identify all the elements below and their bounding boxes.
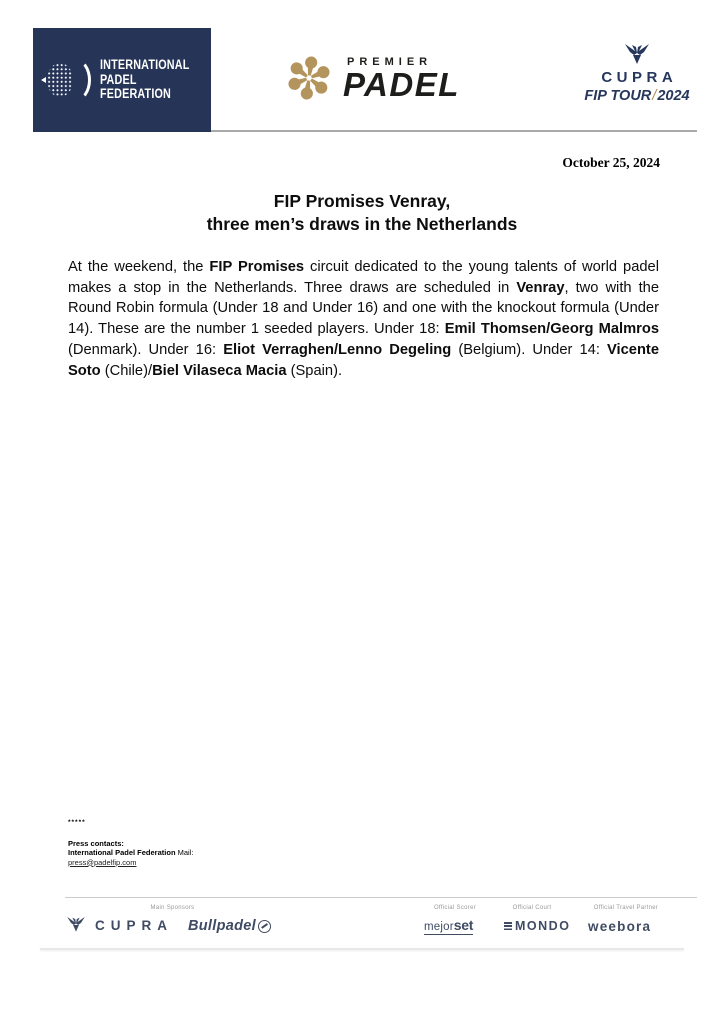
- sponsor-bullpadel-logo: [188, 918, 271, 934]
- fip-tour-label: [570, 88, 704, 104]
- cupra-bull-small-icon: [65, 915, 87, 935]
- mondo-wordmark: MONDO: [515, 919, 571, 933]
- header-divider: [211, 130, 697, 132]
- ipf-arc-shape: [59, 58, 91, 102]
- cupra-wordmark: CUPRA: [601, 69, 678, 86]
- premier-padel-wordmark: [343, 56, 460, 101]
- page-title-line1: FIP Promises Venray,: [273, 191, 451, 211]
- ipf-logo-line3: FEDERATION: [100, 86, 171, 102]
- ipf-logo-line2: PADEL: [100, 71, 137, 87]
- bullpadel-wordmark: Bullpadel: [188, 918, 256, 934]
- premier-label: PREMIER: [347, 55, 433, 68]
- press-contacts-block: [68, 818, 193, 867]
- sponsor-mejorset-logo: [424, 917, 473, 935]
- mejorset-word1: mejor: [424, 921, 454, 933]
- fip-tour-slash: /: [652, 88, 657, 104]
- bullpadel-racket-icon: [258, 920, 271, 933]
- cupra-fip-tour-logo: [570, 42, 704, 104]
- padel-label: PADEL: [343, 65, 460, 103]
- fip-tour-year: 2024: [657, 88, 690, 104]
- page-bottom-edge: [40, 948, 684, 950]
- premier-padel-flower-icon: [283, 50, 335, 106]
- ipf-arrow-shape: [41, 77, 46, 83]
- cupra-bull-icon: [570, 42, 704, 68]
- mejorset-word2: set: [453, 917, 474, 933]
- press-org-line: [68, 848, 193, 858]
- body-paragraph: At the weekend, the FIP Promises circuit dedicated to the young talents of world padel makes a stop in the Netherlands. Three draws are scheduled in Venray, two with the Round Robin formula (Under 18 and Under 16) and one with the knockout formula (Under 14). These are the number 1 seeded players. Under 18: Emil Thomsen/Georg Malmros (Denmark). Under 16: Eliot Verraghen/Lenno Degeling (Belgium). Under 14: Vicente Soto (Chile)/Biel Vilaseca Macia (Spain).: [68, 259, 659, 379]
- fip-tour-text: FIP TOUR: [584, 88, 652, 104]
- ipf-logo-line1: INTERNATIONAL: [100, 57, 190, 73]
- sponsor-weebora-logo: [588, 919, 651, 934]
- ipf-logo: [33, 28, 211, 132]
- press-contacts-heading: Press contacts:: [68, 838, 124, 848]
- sponsor-label-court: Official Court: [512, 905, 552, 911]
- press-email-link[interactable]: press@padelfip.com: [68, 857, 137, 867]
- separator-asterisks: *****: [68, 819, 86, 826]
- footer-divider: [65, 897, 697, 898]
- sponsor-cupra-wordmark: CUPRA: [95, 917, 174, 933]
- press-mail-label: Mail:: [175, 848, 194, 857]
- ipf-globe-icon: [43, 57, 93, 103]
- page-title-line2: three men’s draws in the Netherlands: [206, 214, 518, 234]
- weebora-wordmark: weebora: [588, 919, 652, 934]
- premier-padel-logo: [283, 50, 460, 106]
- ipf-logo-text: [100, 58, 189, 102]
- sponsor-label-main: Main Sponsors: [150, 905, 195, 911]
- page-title: [0, 190, 724, 236]
- mondo-bars-icon: [504, 922, 512, 930]
- sponsor-label-scorer: Official Scorer: [433, 905, 477, 911]
- press-email-line: [68, 858, 193, 868]
- sponsor-mondo-logo: [504, 919, 570, 933]
- sponsor-label-travel: Official Travel Partner: [593, 905, 659, 911]
- press-org-name: International Padel Federation: [68, 848, 176, 857]
- sponsor-cupra-logo: [65, 915, 173, 935]
- document-date: October 25, 2024: [562, 155, 660, 170]
